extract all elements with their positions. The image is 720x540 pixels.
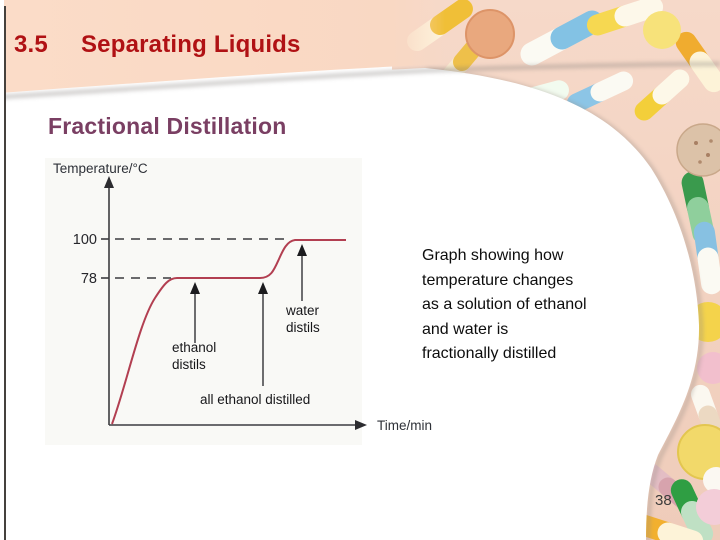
caption-line: Graph showing how — [422, 247, 564, 264]
label-all-ethanol-distilled: all ethanol distilled — [200, 392, 311, 407]
section-number: 3.5 — [14, 31, 48, 58]
caption-line: and water is — [422, 320, 509, 338]
caption-line: as a solution of ethanol — [422, 296, 587, 313]
distillation-graph — [45, 158, 470, 450]
label-ethanol-distils-1: ethanol — [172, 340, 217, 355]
label-water-distils-1: water — [286, 303, 320, 318]
page-number: 38 — [655, 492, 672, 509]
caption-line: temperature changes — [422, 271, 574, 289]
label-ethanol-distils-2: distils — [172, 357, 206, 372]
slide-title: Separating Liquids — [80, 31, 301, 58]
y-tick-78: 78 — [80, 271, 97, 287]
y-tick-100: 100 — [72, 232, 97, 248]
y-axis-label: Temperature/°C — [53, 161, 148, 176]
caption-line: fractionally distilled — [422, 345, 557, 362]
graph-caption — [422, 244, 652, 367]
x-axis-label: Time/min — [377, 418, 433, 433]
slide-title-bar — [14, 31, 301, 59]
section-heading: Fractional Distillation — [48, 113, 287, 139]
slide-left-rule — [4, 6, 6, 540]
label-water-distils-2: distils — [286, 320, 320, 335]
